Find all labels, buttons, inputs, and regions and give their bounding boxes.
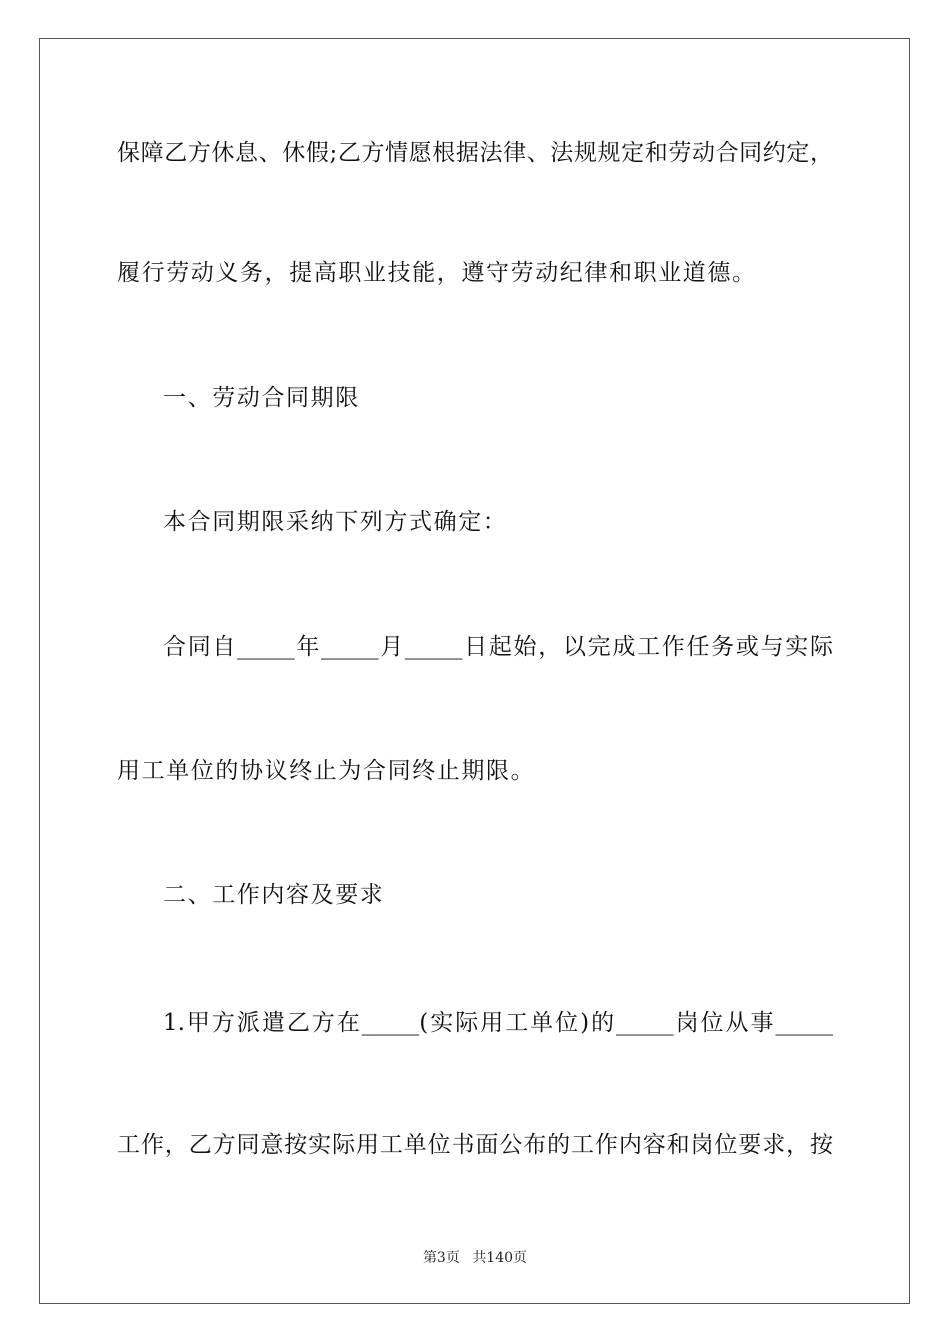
page-border xyxy=(39,38,910,1304)
page-number: 第3页 xyxy=(422,1250,460,1266)
paragraph-line: 履行劳动义务，提高职业技能，遵守劳动纪律和职业道德。 xyxy=(117,260,757,286)
paragraph-line: 用工单位的协议终止为合同终止期限。 xyxy=(117,758,536,784)
page-total: 共140页 xyxy=(472,1250,528,1266)
paragraph-line: 1.甲方派遣乙方在_____(实际用工单位)的_____岗位从事_____ xyxy=(163,1010,833,1036)
paragraph-line: 本合同期限采纳下列方式确定： xyxy=(163,509,508,535)
paragraph-line: 合同自_____年_____月_____日起始，以完成工作任务或与实际 xyxy=(163,634,833,660)
paragraph-line: 保障乙方休息、休假;乙方情愿根据法律、法规规定和劳动合同约定， xyxy=(117,140,833,166)
page-footer xyxy=(0,1247,950,1267)
section-heading: 二、工作内容及要求 xyxy=(163,882,385,908)
section-heading: 一、劳动合同期限 xyxy=(163,385,360,411)
paragraph-line: 工作，乙方同意按实际用工单位书面公布的工作内容和岗位要求，按 xyxy=(117,1132,833,1158)
